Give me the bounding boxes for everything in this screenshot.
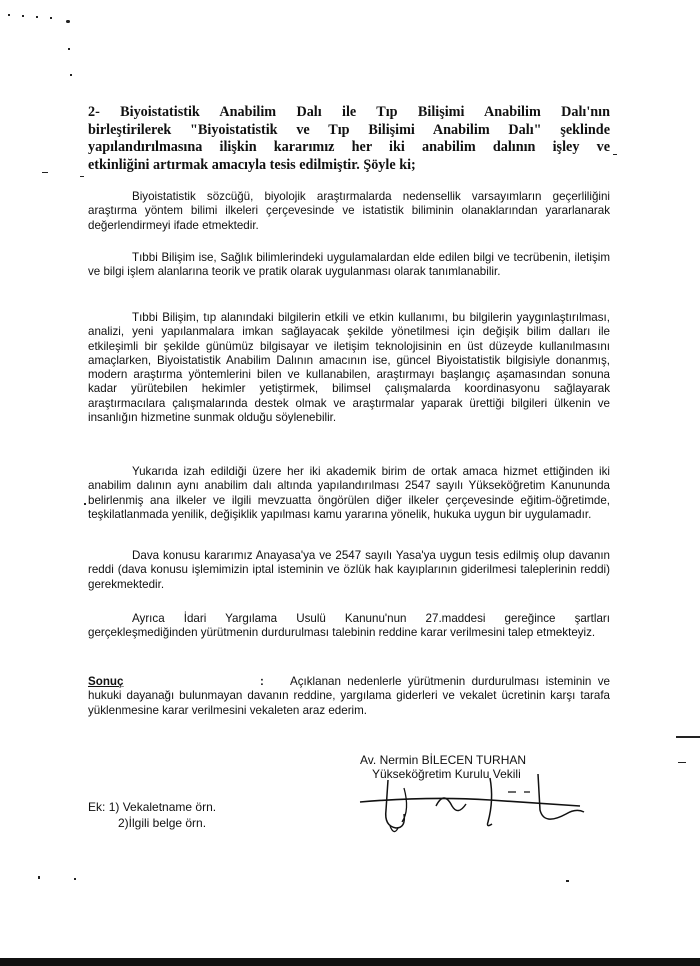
scan-speck [22,15,24,17]
attachment-line [88,799,216,815]
scan-speck [38,876,40,879]
scan-speck [42,172,48,173]
scan-speck [566,880,569,882]
scan-speck [613,154,617,155]
scan-speck [74,878,76,880]
scan-edge-bar [0,958,700,966]
handwritten-signature-icon [340,770,590,840]
attachments-block [88,799,216,831]
attachments-label: Ek: [88,800,106,814]
conclusion-text: Açıklanan nedenlerle yürütmenin durdurulması isteminin ve hukuki dayanağı bulunmayan davanın reddine, yargılama giderleri ve vekalet ücretinin karşı tarafa yüklenmesine karar verilmesini vekaleten araz ederim. [88,675,610,717]
attachment-item: 2)İlgili belge örn. [118,816,207,830]
scan-speck [50,17,52,19]
conclusion-paragraph [88,675,610,718]
scan-speck [36,16,38,18]
paragraph-tibbi-bilisim-definition: Tıbbi Bilişim ise, Sağlık bilimlerindeki uygulamalardan elde edilen bilgi ve tecrübenin, iletişim ve bilgi işlem alanlarına teorik ve pratik olarak uygulanması olarak tanımlanabilir. [88,251,610,279]
section-heading [88,104,610,174]
scan-speck [84,503,86,505]
scan-speck [8,14,10,16]
paragraph-goals: Tıbbi Bilişim, tıp alanındaki bilgilerin etkili ve etkin kullanımı, bu bilgilerin yaygınlaştırılması, analizi, yeni yapılanmalara imkan sağlayacak şekilde yönetilmesi için değişik bilim dalları ile etkileşimli bir şekilde günümüz bilgisayar ve iletişim teknolojisinin en üst düzeyde kullanılmasını amaçlarken, Biyoistatistik Anabilim Dalının amacının ise, güncel Biyoistatistik bilgisiyle donanmış, modern araştırma yöntemlerini bilen ve kullanabilen, araştırmayı başlangıç aşamasından sonuna kadar yürütebilen hekimler yetiştirmek, bilimsel çalışmalarda koordinasyonu sağlayarak araştırmacılara çalışmalarında destek olmak ve araştırmalar yaparak ürettiği bilgileri ülkenin ve insanlığın hizmetine sunmak olduğu söylenebilir. [88,311,610,425]
paragraph-biyoistatistik-definition: Biyoistatistik sözcüğü, biyolojik araştırmalarda nedensellik varsayımların geçerliliğini araştırma yöntem bilimi ilkeleri çerçevesinde ve istatistik biliminin olanaklarından yararlanarak değerlendirmeyi ifade etmektedir. [88,190,610,232]
heading-line: etkinliğini artırmak amacıyla tesis edilmiştir. Şöyle ki; [88,156,416,173]
conclusion-label: Sonuç [88,675,124,688]
heading-line: birleştirilerek "Biyoistatistik ve Tıp Bilişimi Anabilim Dalı" şeklinde [88,121,610,138]
signatory-name: Av. Nermin BİLECEN TURHAN [360,753,527,767]
scan-speck [68,48,70,50]
attachment-item: 1) Vekaletname örn. [108,800,217,814]
paragraph-justification: Yukarıda izah edildiği üzere her iki akademik birim de ortak amaca hizmet ettiğinden iki anabilim dalının aynı anabilim dalı altında yapılandırılması 2547 sayılı Yükseköğretim Kanununda belirlenmiş ana ilkeler ve ilgili mevzuatta öngörülen diğer ilkeler çerçevesinde eğitim-öğretimde, teşkilatlanmada yenilik, değişiklik yapılması kamu yararına yönelik, hukuka uygun bir uygulamadır. [88,465,610,521]
signatory-title: Yükseköğretim Kurulu Vekili [372,767,521,781]
scan-speck [66,20,70,23]
heading-line: 2- Biyoistatistik Anabilim Dalı ile Tıp Bilişimi Anabilim Dalı'nın [88,104,610,120]
scan-speck [678,762,686,763]
scan-speck [676,736,700,738]
paragraph-stay-request: Ayrıca İdari Yargılama Usulü Kanunu'nun 27.maddesi gereğince şartları gerçekleşmediğinden yürütmenin durdurulması talebinin reddine karar verilmesini talep etmekteyiz. [88,612,610,640]
conclusion-colon: : [260,675,264,688]
scan-speck [70,74,72,76]
paragraph-dismissal-request: Dava konusu kararımız Anayasa'ya ve 2547 sayılı Yasa'ya uygun tesis edilmiş olup davanın reddi (dava konusu işlemimizin iptal isteminin ve özlük hak kayıplarının giderilmesi taleplerinin reddi) gerekmektedir. [88,549,610,591]
heading-line: yapılandırılmasına ilişkin kararımız her iki anabilim dalının işley ve [88,139,610,155]
scan-speck [80,176,84,177]
